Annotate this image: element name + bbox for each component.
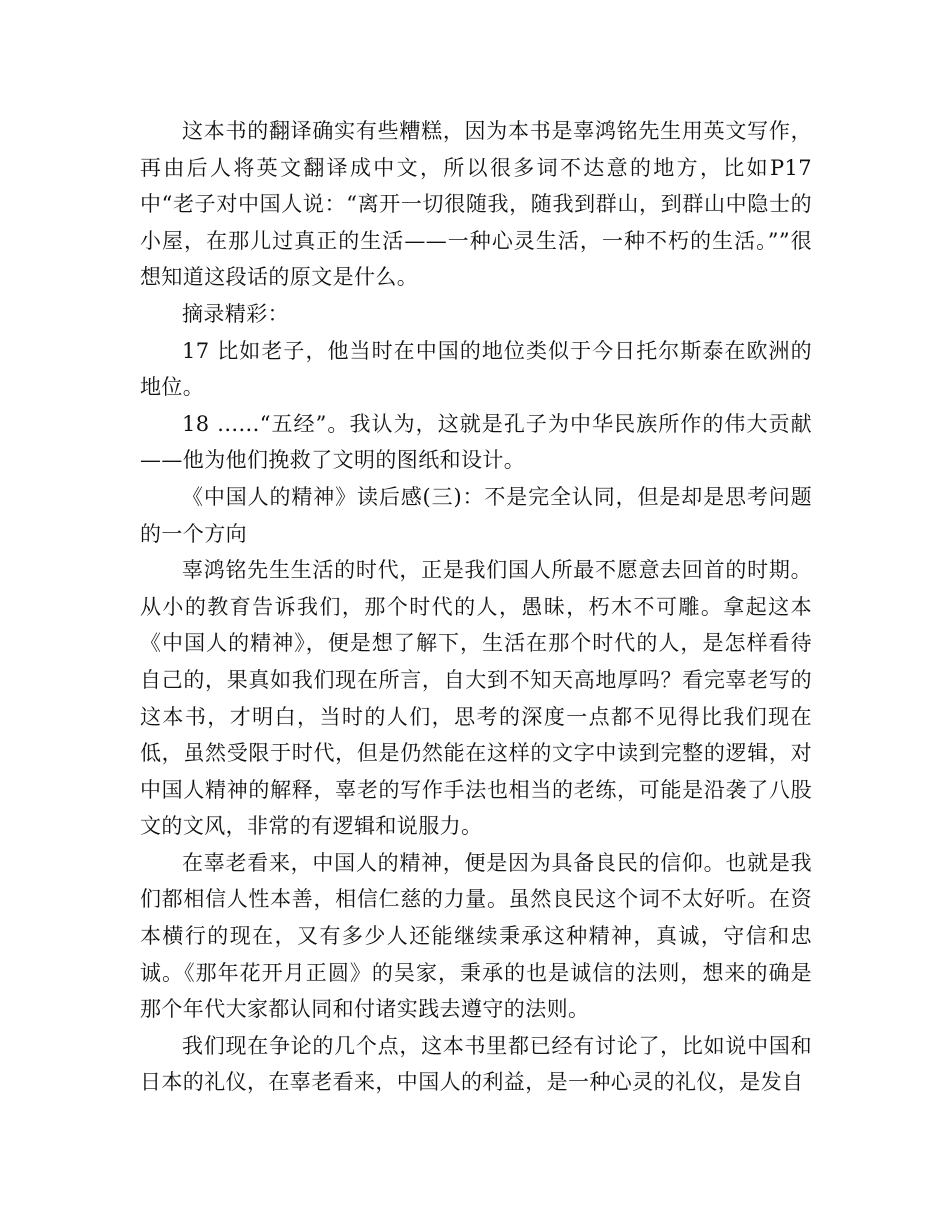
paragraph-excerpt-17: 17 比如老子，他当时在中国的地位类似于今日托尔斯泰在欧洲的地位。 bbox=[140, 338, 812, 400]
paragraph-etiquette: 我们现在争论的几个点，这本书里都已经有讨论了，比如说中国和日本的礼仪，在辜老看来，中国人的利益，是一种心灵的礼仪，是发自 bbox=[140, 1033, 812, 1095]
document-page bbox=[140, 113, 812, 1101]
paragraph-era: 辜鸿铭先生生活的时代，正是我们国人所最不愿意去回首的时期。从小的教育告诉我们，那个时代的人，愚昧，朽木不可雕。拿起这本《中国人的精神》，便是想了解下，生活在那个时代的人，是怎样看待自己的，果真如我们现在所言，自大到不知天高地厚吗？看完辜老写的这本书，才明白，当时的人们，思考的深度一点都不见得比我们现在低，虽然受限于时代，但是仍然能在这样的文字中读到完整的逻辑，对中国人精神的解释，辜老的写作手法也相当的老练，可能是沿袭了八股文的文风，非常的有逻辑和说服力。 bbox=[140, 558, 812, 839]
paragraph-spirit: 在辜老看来，中国人的精神，便是因为具备良民的信仰。也就是我们都相信人性本善，相信仁慈的力量。虽然良民这个词不太好听。在资本横行的现在，又有多少人还能继续秉承这种精神，真诚，守信和忠诚。《那年花开月正圆》的吴家，秉承的也是诚信的法则，想来的确是那个年代大家都认同和付诸实践去遵守的法则。 bbox=[140, 850, 812, 1022]
paragraph-review-title: 《中国人的精神》读后感(三)：不是完全认同，但是却是思考问题的一个方向 bbox=[140, 484, 812, 546]
paragraph-excerpt-18: 18 ......“五经”。我认为，这就是孔子为中华民族所作的伟大贡献——他为他们挽救了文明的图纸和设计。 bbox=[140, 411, 812, 473]
paragraph-translation-note: 这本书的翻译确实有些糟糕，因为本书是辜鸿铭先生用英文写作，再由后人将英文翻译成中文，所以很多词不达意的地方，比如P17中“老子对中国人说：“离开一切很随我，随我到群山，到群山中隐士的小屋，在那儿过真正的生活——一种心灵生活，一种不朽的生活。””很想知道这段话的原文是什么。 bbox=[140, 119, 812, 290]
paragraph-excerpt-heading: 摘录精彩： bbox=[182, 301, 289, 326]
